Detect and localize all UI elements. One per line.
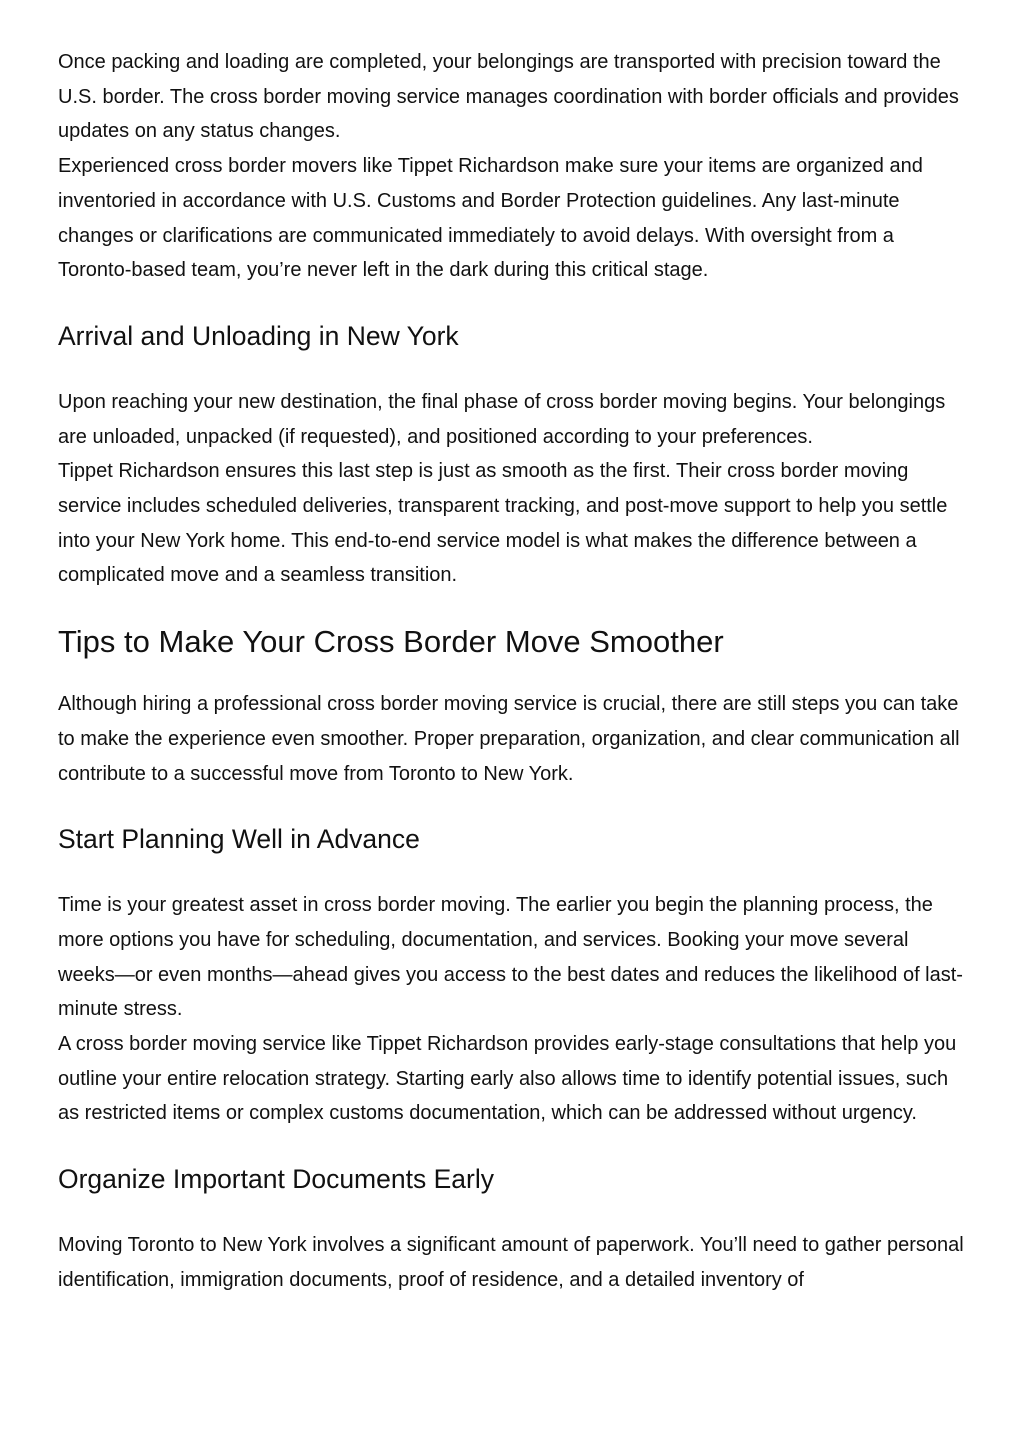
heading-planning: Start Planning Well in Advance bbox=[58, 824, 420, 855]
paragraph-arrival: Upon reaching your new destination, the final phase of cross border moving begins. Your belongings are unloaded, unpacked (if requested), and positioned according to your preferences. bbox=[58, 390, 946, 448]
paragraph-paperwork: Moving Toronto to New York involves a significant amount of paperwork. You’ll need to gather personal identification, immigration documents, proof of residence, and a detailed inventory of bbox=[58, 1234, 964, 1291]
heading-documents: Organize Important Documents Early bbox=[58, 1164, 494, 1195]
heading-arrival: Arrival and Unloading in New York bbox=[58, 320, 459, 351]
paragraph-last-step: Tippet Richardson ensures this last step is just as smooth as the first. Their cross border moving service includes scheduled deliveries, transparent tracking, and post-move support to help you settle into your New York home. This end-to-end service model is what makes the difference between a complicated move and a seamless transition. bbox=[58, 460, 948, 587]
heading-tips: Tips to Make Your Cross Border Move Smoother bbox=[58, 624, 724, 660]
paragraph-tips-intro: Although hiring a professional cross border moving service is crucial, there are still steps you can take to make the experience even smoother. Proper preparation, organization, and clear communication all contribute to a successful move from Toronto to New York. bbox=[58, 693, 960, 785]
paragraph-consultations: A cross border moving service like Tippet Richardson provides early-stage consultations that help you outline your entire relocation strategy. Starting early also allows time to identify potential issues, such as restricted items or complex customs documentation, which can be addressed without urgency. bbox=[58, 1033, 957, 1125]
paragraph-transport: Once packing and loading are completed, your belongings are transported with precision toward the U.S. border. The cross border moving service manages coordination with border officials and provides updates on any status changes. bbox=[58, 51, 959, 143]
paragraph-customs: Experienced cross border movers like Tippet Richardson make sure your items are organized and inventoried in accordance with U.S. Customs and Border Protection guidelines. Any last-minute changes or clarifications are communicated immediately to avoid delays. With oversight from a Toronto-based team, you’re never left in the dark during this critical stage. bbox=[58, 155, 923, 282]
paragraph-time: Time is your greatest asset in cross border moving. The earlier you begin the planning process, the more options you have for scheduling, documentation, and services. Booking your move several weeks—or even months—ahead gives you access to the best dates and reduces the likelihood of last-minute stress. bbox=[58, 894, 963, 1021]
